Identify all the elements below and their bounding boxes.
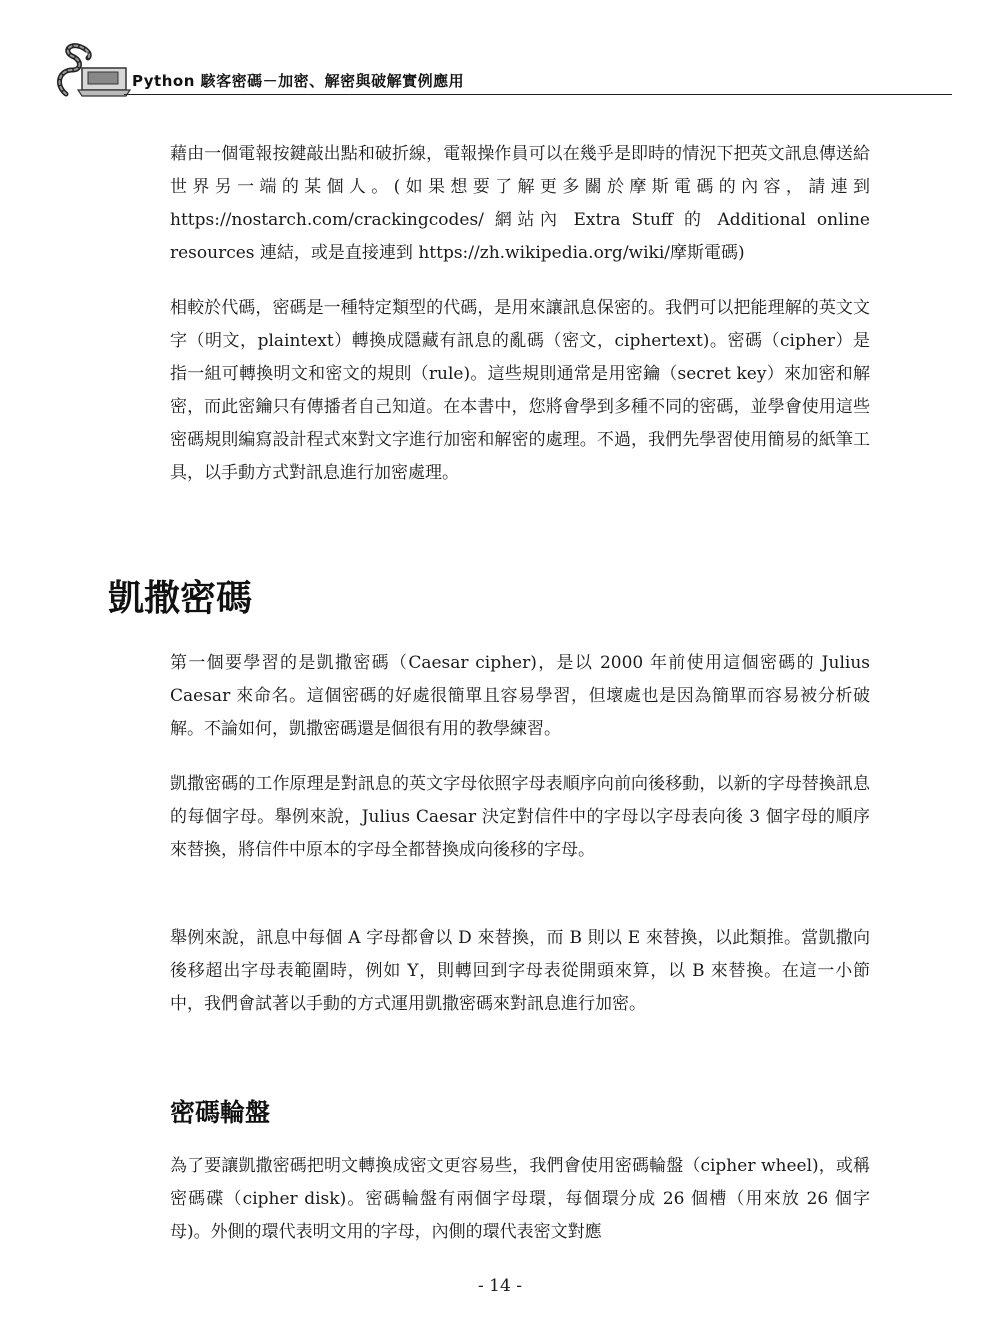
paragraph-caesar-how-it-works: 凱撒密碼的工作原理是對訊息的英文字母依照字母表順序向前向後移動，以新的字母替換訊息的每個字母。舉例來說，Julius Caesar 決定對信件中的字母以字母表向後 3 個字母的順序來替換，將信件中原本的字母全都替換成向後移的字母。 xyxy=(170,774,870,860)
header-rule xyxy=(124,94,952,95)
running-header-title: Python 駭客密碼－加密、解密與破解實例應用 xyxy=(132,72,465,90)
page-header xyxy=(52,40,952,100)
paragraph-cipher-wheel: 為了要讓凱撒密碼把明文轉換成密文更容易些，我們會使用密碼輪盤（cipher wheel)，或稱密碼碟（cipher disk)。密碼輪盤有兩個字母環，每個環分成 26 個槽（用來放 26 個字母)。外側的環代表明文用的字母，內側的環代表密文對應 xyxy=(170,1156,870,1242)
snake-on-computer-icon xyxy=(52,40,132,100)
paragraph-morse-code: 藉由一個電報按鍵敲出點和破折線，電報操作員可以在幾乎是即時的情況下把英文訊息傳送給世界另一端的某個人。(如果想要了解更多關於摩斯電碼的內容，請連到 https://nostarch.com/crackingcodes/ 網站內 Extra Stuff 的 Additional online resources 連結，或是直接連到 https://zh.wikipedia.org/wiki/摩斯電碼) xyxy=(170,144,870,263)
paragraph-cipher-definition: 相較於代碼，密碼是一種特定類型的代碼，是用來讓訊息保密的。我們可以把能理解的英文文字（明文，plaintext）轉換成隱藏有訊息的亂碼（密文，ciphertext)。密碼（cipher）是指一組可轉換明文和密文的規則（rule)。這些規則通常是用密鑰（secret key）來加密和解密，而此密鑰只有傳播者自己知道。在本書中，您將會學到多種不同的密碼，並學會使用這些密碼規則編寫設計程式來對文字進行加密和解密的處理。不過，我們先學習使用簡易的紙筆工具，以手動方式對訊息進行加密處理。 xyxy=(170,298,870,483)
section-heading-caesar-cipher: 凱撒密碼 xyxy=(108,578,253,619)
paragraph-caesar-example: 舉例來說，訊息中每個 A 字母都會以 D 來替換，而 B 則以 E 來替換，以此類推。當凱撒向後移超出字母表範圍時，例如 Y，則轉回到字母表從開頭來算，以 B 來替換。在這一小節中，我們會試著以手動的方式運用凱撒密碼來對訊息進行加密。 xyxy=(170,928,870,1014)
page-number: - 14 - xyxy=(478,1276,522,1296)
paragraph-caesar-intro: 第一個要學習的是凱撒密碼（Caesar cipher)，是以 2000 年前使用這個密碼的 Julius Caesar 來命名。這個密碼的好處很簡單且容易學習，但壞處也是因為簡單而容易被分析破解。不論如何，凱撒密碼還是個很有用的教學練習。 xyxy=(170,653,870,739)
subsection-heading-cipher-wheel: 密碼輪盤 xyxy=(170,1098,271,1127)
